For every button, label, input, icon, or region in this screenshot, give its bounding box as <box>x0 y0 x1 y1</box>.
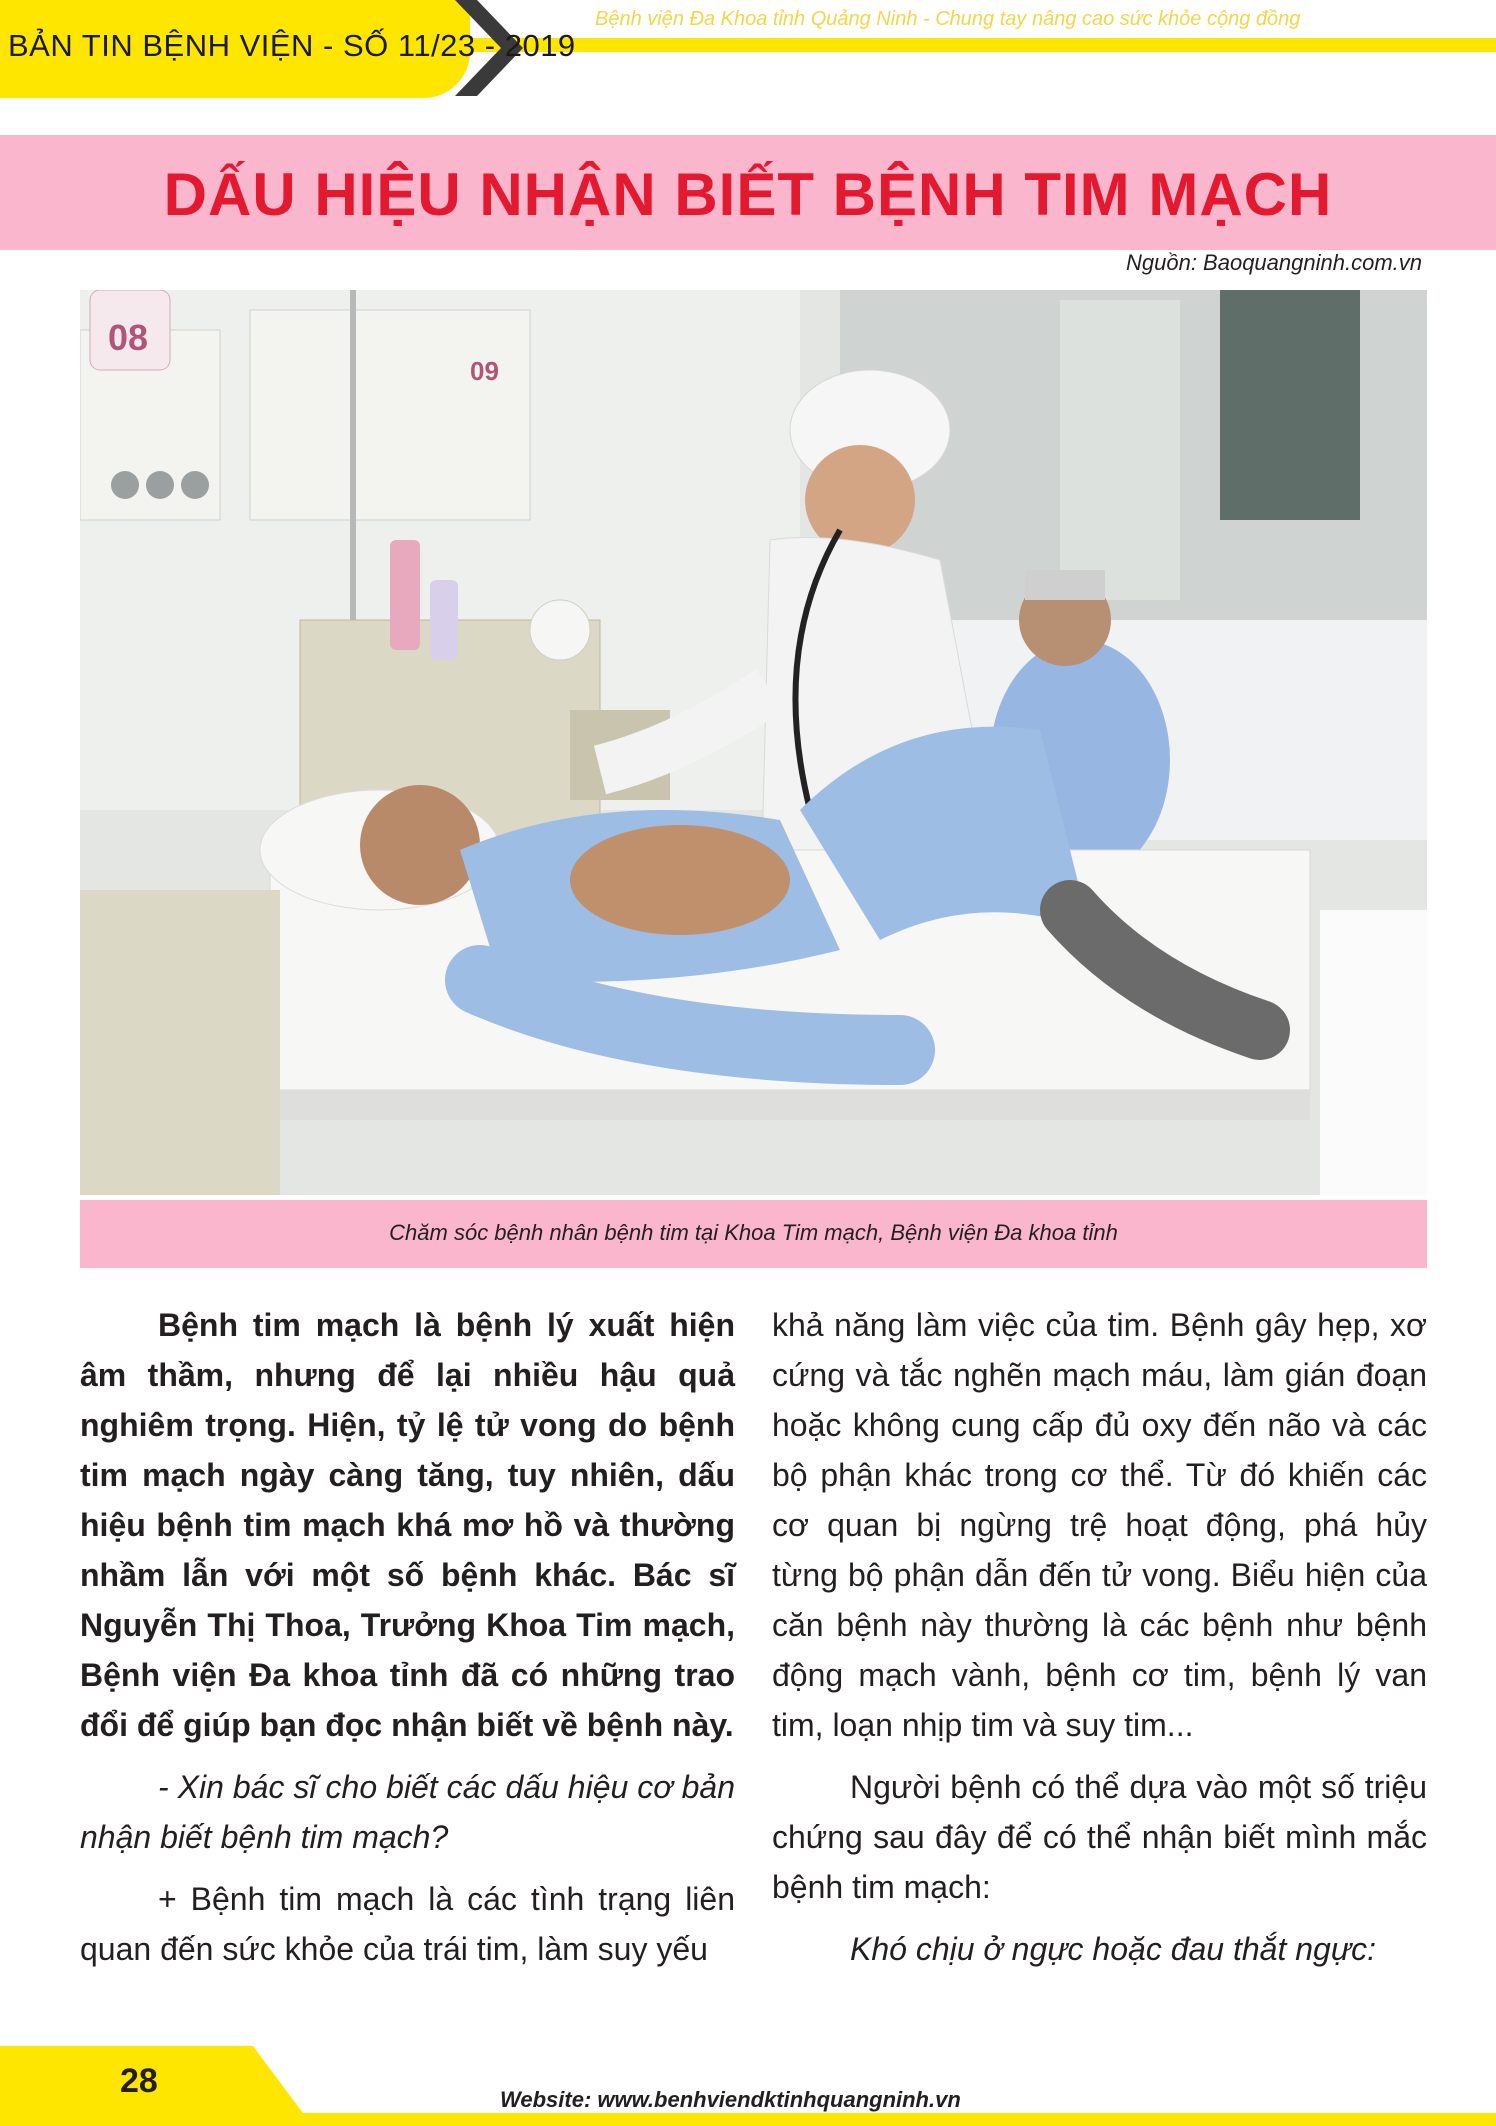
article-photo <box>80 290 1427 1195</box>
website-link[interactable]: Website: www.benhviendktinhquangninh.vn <box>500 2087 961 2112</box>
right-column <box>772 1300 1427 1986</box>
lead-paragraph: Bệnh tim mạch là bệnh lý xuất hiện âm thầm, nhưng để lại nhiều hậu quả nghiêm trọng. Hiện, tỷ lệ tử vong do bệnh tim mạch ngày càng tăng, tuy nhiên, dấu hiệu bệnh tim mạch khá mơ hồ và thường nhầm lẫn với một số bệnh khác. Bác sĩ Nguyễn Thị Thoa, Trưởng Khoa Tim mạch, Bệnh viện Đa khoa tỉnh đã có những trao đổi để giúp bạn đọc nhận biết về bệnh này. <box>80 1307 735 1743</box>
bed-number-08: 08 <box>108 317 149 358</box>
hospital-ward-illustration <box>80 290 1427 1195</box>
page-number: 28 <box>120 2062 158 2100</box>
bed-number-09: 09 <box>470 356 499 386</box>
symptoms-intro: Người bệnh có thể dựa vào một số triệu chứng sau đây để có thể nhận biết mình mắc bệnh tim mạch: <box>772 1769 1427 1905</box>
photo-caption: Chăm sóc bệnh nhân bệnh tim tại Khoa Tim mạch, Bệnh viện Đa khoa tỉnh <box>389 1220 1118 1245</box>
answer-continuation: khả năng làm việc của tim. Bệnh gây hẹp, xơ cứng và tắc nghẽn mạch máu, làm gián đoạn hoặc không cung cấp đủ oxy đến não và các bộ phận khác trong cơ thể. Từ đó khiến các cơ quan bị ngừng trệ hoạt động, phá hủy từng bộ phận dẫn đến tử vong. Biểu hiện của căn bệnh này thường là các bệnh như bệnh động mạch vành, bệnh cơ tim, bệnh lý van tim, loạn nhịp tim và suy tim... <box>772 1307 1427 1743</box>
symptom-heading: Khó chịu ở ngực hoặc đau thắt ngực: <box>850 1931 1377 1967</box>
interview-question: - Xin bác sĩ cho biết các dấu hiệu cơ bản nhận biết bệnh tim mạch? <box>80 1769 735 1855</box>
issue-label: BẢN TIN BỆNH VIỆN - SỐ 11/23 - 2019 <box>8 28 576 63</box>
left-column <box>80 1300 735 1986</box>
footer-corner-shape <box>245 2046 305 2126</box>
article-title: DẤU HIỆU NHẬN BIẾT BỆNH TIM MẠCH <box>163 161 1333 228</box>
header-tagline: Bệnh viện Đa Khoa tỉnh Quảng Ninh - Chung tay nâng cao sức khỏe cộng đồng <box>595 8 1301 30</box>
answer-paragraph: + Bệnh tim mạch là các tình trạng liên quan đến sức khỏe của trái tim, làm suy yếu <box>80 1881 735 1967</box>
header-stripe <box>470 38 1496 52</box>
article-source: Nguồn: Baoquangninh.com.vn <box>1126 250 1422 275</box>
